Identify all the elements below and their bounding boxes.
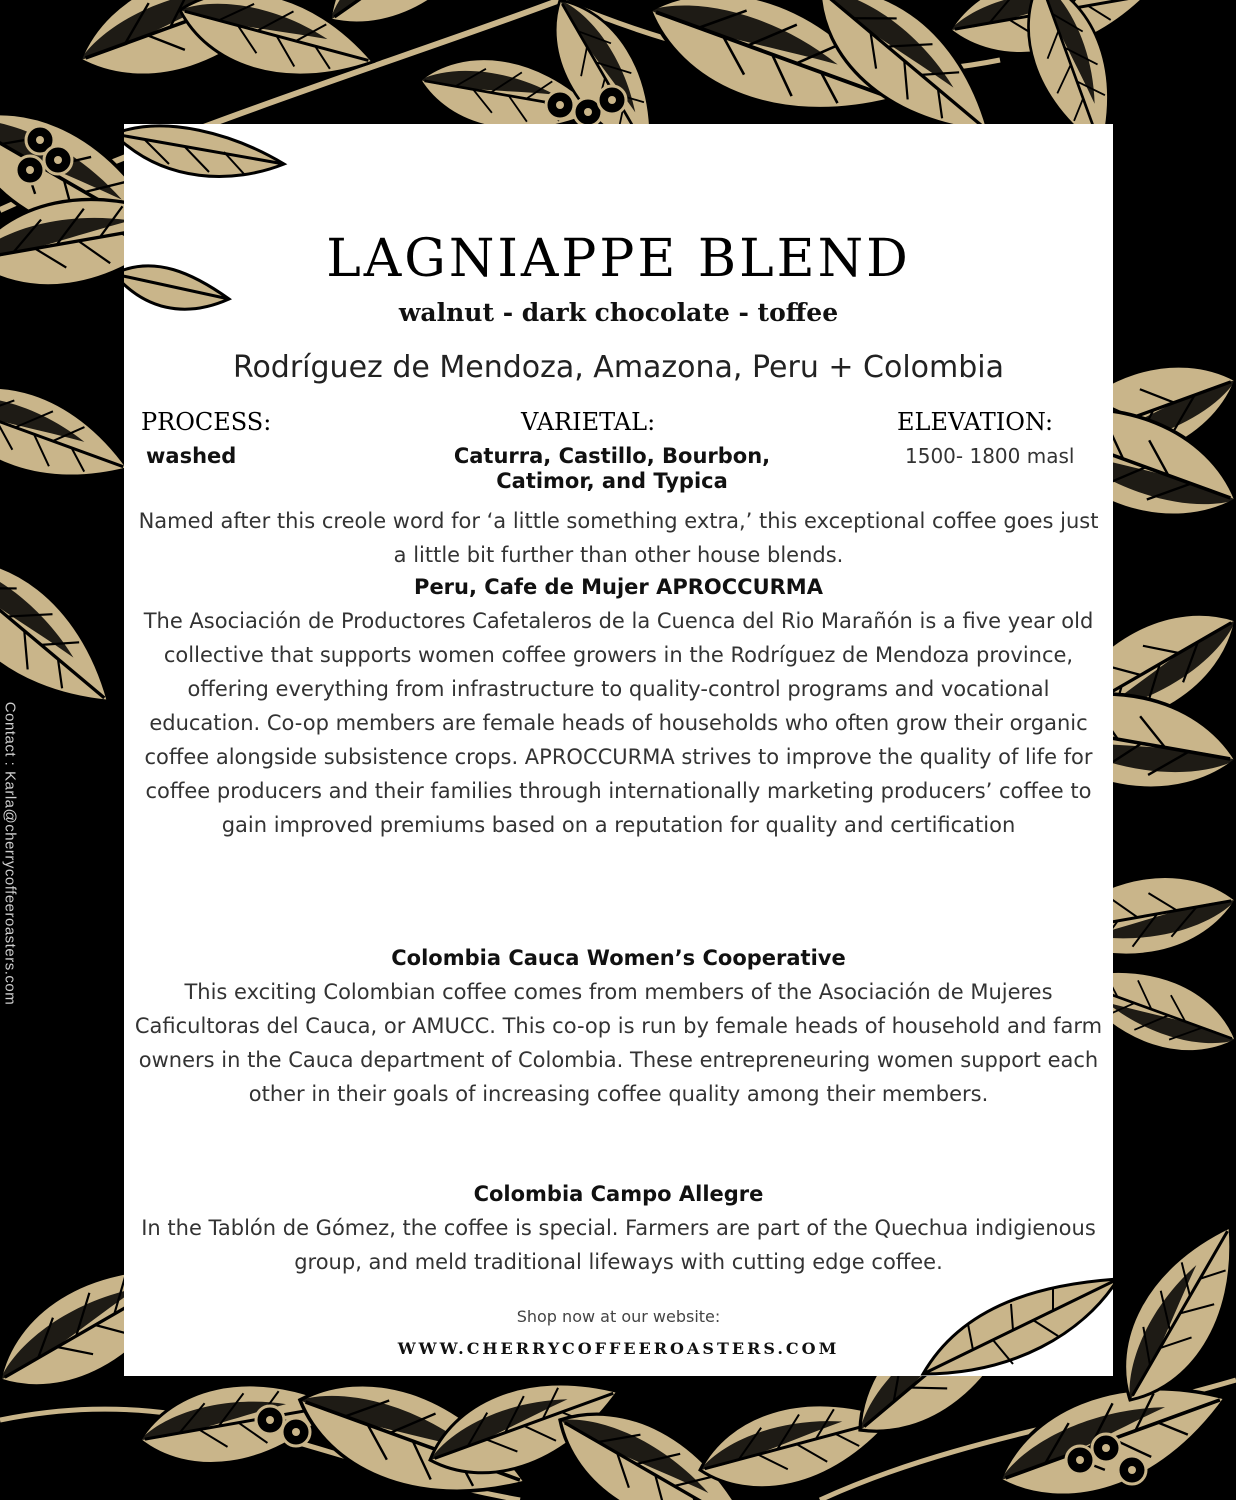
intro-text: Named after this creole word for ‘a little something extra,’ this exceptional coffee goes just a little bit further than other house blends. xyxy=(138,509,1099,567)
shop-now-text: Shop now at our website: xyxy=(516,1307,721,1326)
elevation-value: 1500- 1800 masl xyxy=(905,444,1075,468)
varietal-label: VARIETAL: xyxy=(521,408,656,436)
section-heading: Peru, Cafe de Mujer APROCCURMA xyxy=(414,575,823,599)
section-heading: Colombia Campo Allegre xyxy=(473,1182,764,1206)
varietal-value xyxy=(412,444,812,494)
origin-line: Rodríguez de Mendoza, Amazona, Peru + Colombia xyxy=(232,350,1005,385)
elevation-label: ELEVATION: xyxy=(897,408,1054,436)
process-value: washed xyxy=(146,444,237,468)
section-campo-allegre xyxy=(134,1177,1103,1279)
section-body: This exciting Colombian coffee comes from members of the Asociación de Mujeres Caficultoras del Cauca, or AMUCC. This co-op is run by female heads of household and farm owners in the Cauca department of Colombia. These entrepreneuring women support each other in their goals of increasing coffee quality among their members. xyxy=(134,980,1103,1106)
section-body: The Asociación de Productores Cafetaleros de la Cuenca del Rio Marañón is a five year old collective that supports women coffee growers in the Rodríguez de Mendoza province, offering everything from infrastructure to quality-control programs and vocational education. Co-op members are female heads of households who often grow their organic coffee alongside subsistence crops. APROCCURMA strives to improve the quality of life for coffee producers and their families through internationally marketing producers’ coffee to gain improved premiums based on a reputation for quality and certification xyxy=(143,609,1094,837)
intro-block xyxy=(134,504,1103,572)
coffee-info-card xyxy=(124,124,1113,1376)
website-link[interactable]: WWW.CHERRYCOFFEEROASTERS.COM xyxy=(397,1339,840,1358)
varietal-value-line2: Catimor, and Typica xyxy=(496,469,728,493)
section-heading: Colombia Cauca Women’s Cooperative xyxy=(391,946,846,970)
process-label: PROCESS: xyxy=(141,408,272,436)
contact-email-vertical: Contact : Karla@cherrycoffeeroasters.com xyxy=(1,701,19,1006)
section-cauca xyxy=(134,941,1103,1111)
section-peru xyxy=(134,570,1103,842)
section-body: In the Tablón de Gómez, the coffee is special. Farmers are part of the Quechua indigienous group, and meld traditional lifeways with cutting edge coffee. xyxy=(141,1216,1096,1274)
blend-title: LAGNIAPPE BLEND xyxy=(326,229,911,289)
varietal-value-line1: Caturra, Castillo, Bourbon, xyxy=(453,444,771,468)
tasting-notes: walnut - dark chocolate - toffee xyxy=(398,298,839,327)
